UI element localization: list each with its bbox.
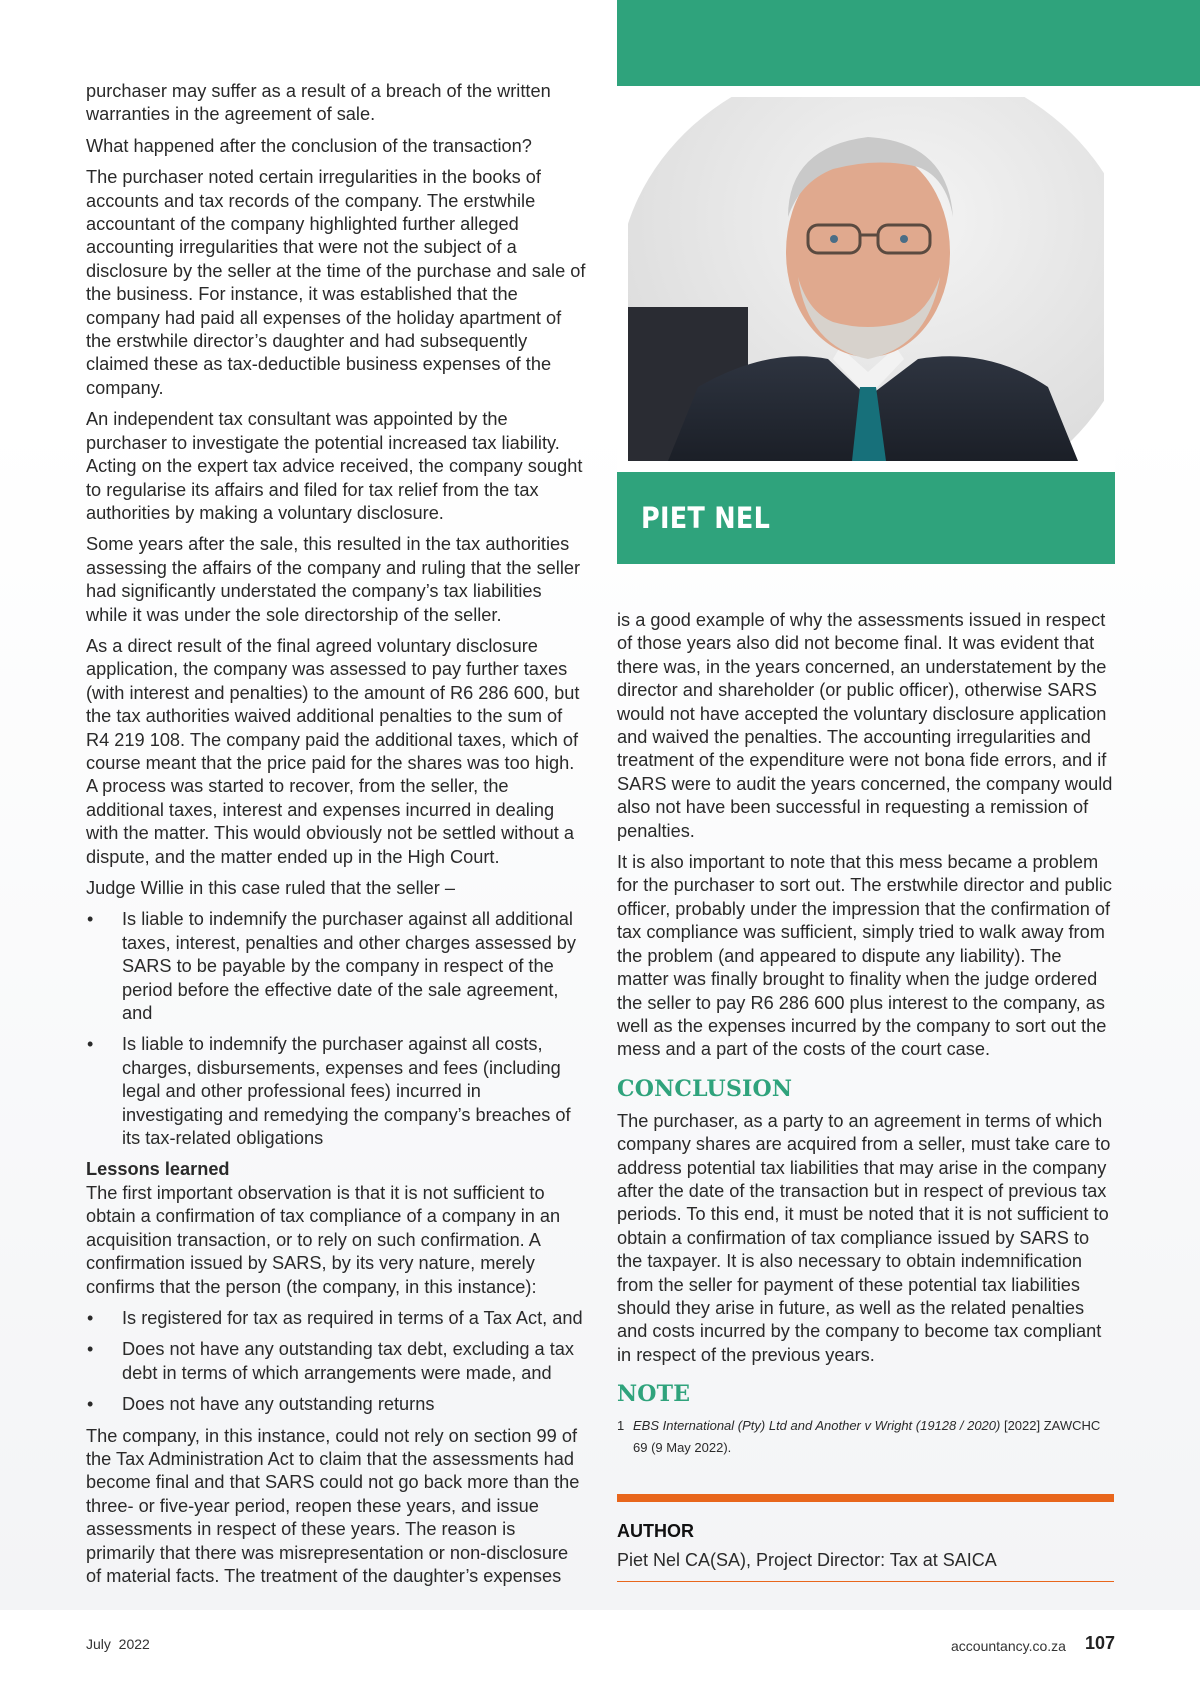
profile-name: PIET NEL [641,501,771,535]
footnote [617,1415,1117,1459]
footer-date: July 2022 [86,1636,150,1652]
paragraph: An independent tax consultant was appointed by the purchaser to investigate the potential increased tax liability. Acting on the expert tax advice received, the company sought to regularise its affairs and filed for tax relief from the tax authorities by making a voluntary disclosure. [86,409,583,523]
profile-name-box [617,472,1115,564]
author-top-rule [617,1494,1114,1502]
right-column [617,609,1117,1459]
paragraph: The first important observation is that it is not sufficient to obtain a confirmation of tax compliance of a company in an acquisition transaction, or to rely on such confirmation. A confirmation issued by SARS, by its very nature, merely confirms that the person (the company, in this instance): [86,1182,561,1297]
photo-frame [617,86,1115,472]
author-heading: AUTHOR [617,1521,694,1541]
paragraph: The purchaser noted certain irregularities in the books of accounts and tax records of the company. The erstwhile accountant of the company highlighted further alleged accounting irregularities that were not the subject of a disclosure by the seller at the time of the purchase and sale of the business. For instance, it was established that the company had paid all expenses of the holiday apartment of the erstwhile director’s daughter and had subsequently claimed these as tax-deductible business expenses of the company. [86,167,586,398]
paragraph: Judge Willie in this case ruled that the seller – [86,878,455,898]
list-item: • Is registered for tax as required in terms of a Tax Act, and [86,1307,586,1330]
page-number: 107 [1085,1633,1116,1653]
footnote-citation: [2022] ZAWCHC 69 (9 May 2022). [633,1418,1101,1456]
author-bottom-rule [617,1581,1114,1582]
footnote-case: EBS International (Pty) Ltd and Another v Wright (19128 / 2020) [633,1418,1001,1434]
note-heading: NOTE [617,1381,691,1408]
paragraph: The company, in this instance, could not rely on section 99 of the Tax Administration Act to claim that the assessments had become final and that SARS could not go back more than the three- or five-year period, reopen these years, and issue assessments in respect of these years. The reason is primarily that there was misrepresentation or non-disclosure of material facts. The treatment of the daughter’s expenses [86,1425,580,1586]
list-item: • Is liable to indemnify the purchaser against all costs, charges, disbursements, expenses and fees (including legal and other professional fees) incurred in investigating and remedying the company’s breaches of its tax-related obligations [86,1033,586,1150]
paragraph: Some years after the sale, this resulted in the tax authorities assessing the affairs of the company and ruling that the seller had significantly understated the company’s tax liabilities while it was under the sole directorship of the seller. [86,534,581,625]
paragraph: It is also important to note that this mess became a problem for the purchaser to sort out. The erstwhile director and public officer, probably under the impression that the confirmation of tax compliance was sufficient, simply tried to walk away from the problem (and appeared to dispute any liability). The matter was finally brought to finality when the judge ordered the seller to pay R6 286 600 plus interest to the company, as well as the expenses incurred by the company to sort out the mess and a part of the costs of the court case. [617,852,1113,1060]
ruling-list [86,908,586,1150]
header-green-bar [617,0,1200,86]
paragraph: The purchaser, as a party to an agreement in terms of which company shares are acquired from a seller, must take care to address potential tax liabilities that may arise in the company after the date of the transaction but in respect of previous tax periods. To this end, it must be noted that it is not sufficient to obtain a confirmation of tax compliance issued by SARS to the taxpayer. It is also necessary to obtain indemnification from the seller for payment of these potential tax liabilities should they arise in future, as well as the related penalties and costs incurred by the company to become tax compliant in respect of the previous years. [617,1110,1111,1365]
lessons-heading: Lessons learned [86,1159,230,1180]
conclusion-heading: CONCLUSION [617,1075,793,1102]
list-item: • Is liable to indemnify the purchaser against all additional taxes, interest, penalties and other charges assessed by SARS to be payable by the company in respect of the period before the effective date of the sale agreement, and [86,908,586,1025]
left-column [86,80,586,1596]
portrait-illustration [628,97,1104,461]
author-line: Piet Nel CA(SA), Project Director: Tax at SAICA [617,1550,997,1570]
compliance-list [86,1307,586,1417]
list-item: • Does not have any outstanding returns [86,1393,586,1416]
footnote-number: 1 [617,1418,625,1434]
paragraph: is a good example of why the assessments issued in respect of those years also did not become final. It was evident that there was, in the years concerned, an understatement by the director and shareholder (or public officer), otherwise SARS would not have accepted the voluntary disclosure application and waived the penalties. The accounting irregularities and treatment of the expenditure were not bona fide errors, and if SARS were to audit the years concerned, the company would also not have been successful in requesting a remission of penalties. [617,610,1113,841]
paragraph: What happened after the conclusion of the transaction? [86,135,532,156]
footer-site: accountancy.co.za [951,1638,1066,1654]
list-item: • Does not have any outstanding tax debt, excluding a tax debt in terms of which arrangements were made, and [86,1338,586,1385]
author-photo [628,97,1104,461]
paragraph: purchaser may suffer as a result of a breach of the written warranties in the agreement of sale. [86,81,551,125]
paragraph: As a direct result of the final agreed voluntary disclosure application, the company was assessed to pay further taxes (with interest and penalties) to the amount of R6 286 600, but the tax authorities waived additional penalties to the sum of R4 219 108. The company paid the additional taxes, which of course meant that the price paid for the shares was too high. A process was started to recover, from the seller, the additional taxes, interest and expenses incurred in dealing with the matter. This would obviously not be settled without a dispute, and the matter ended up in the High Court. [86,635,580,867]
